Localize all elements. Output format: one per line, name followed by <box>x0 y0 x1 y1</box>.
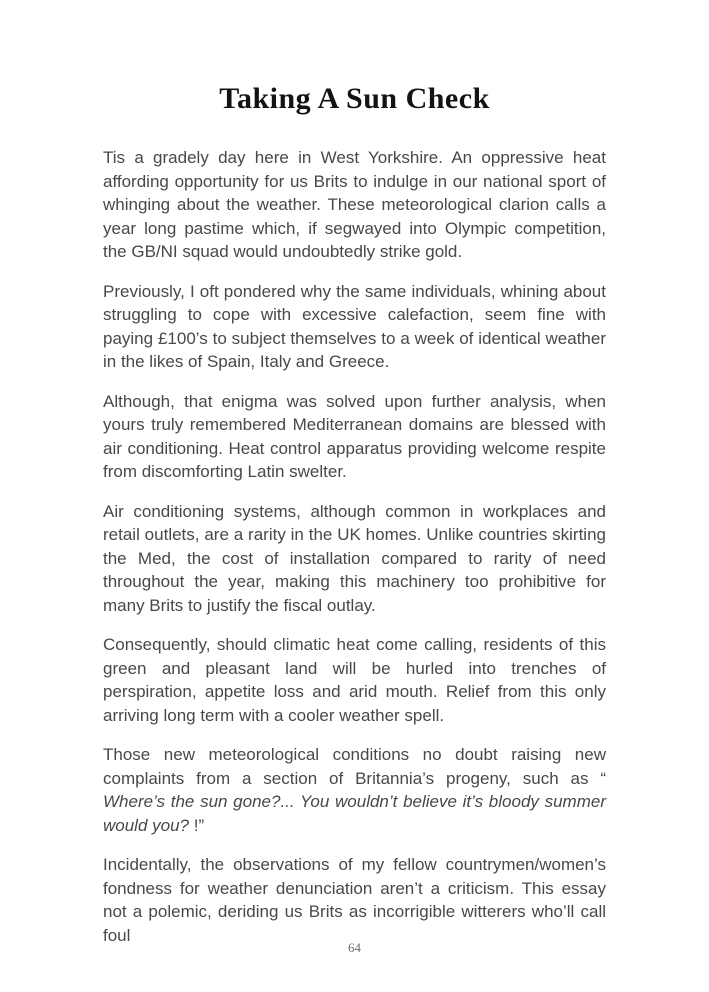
paragraph-run: Tis a gradely day here in West Yorkshire. An oppressive heat affording opportunity for us Brits to indulge in our national sport of whinging about the weather. These meteorological clarion calls a year long pastime which, if segwayed into Olympic competition, the GB/NI squad would undoubtedly strike gold. <box>103 148 606 261</box>
paragraph-run-italic: Where’s the sun gone?... You wouldn’t believe it’s bloody summer would you? <box>103 792 606 835</box>
paragraph <box>103 743 606 837</box>
paragraph-run: Incidentally, the observations of my fellow countrymen/women’s fondness for weather denunciation aren’t a criticism. This essay not a polemic, deriding us Brits as incorrigible witterers who’ll call foul <box>103 855 606 945</box>
paragraph-run: Although, that enigma was solved upon further analysis, when yours truly remembered Mediterranean domains are blessed with air conditioning. Heat control apparatus providing welcome respite from discomforting Latin swelter. <box>103 391 606 481</box>
paragraph-run: Air conditioning systems, although common in workplaces and retail outlets, are a rarity in the UK homes. Unlike countries skirting the Med, the cost of installation compared to rarity of need throughout the year, making this machinery too prohibitive for many Brits to justify the fiscal outlay. <box>103 501 606 615</box>
paragraph <box>103 390 606 484</box>
paragraph <box>103 146 606 264</box>
paragraph-run: Previously, I oft pondered why the same individuals, whining about struggling to cope with excessive calefaction, seem fine with paying £100’s to subject themselves to a week of identical weather in the likes of Spain, Italy and Greece. <box>103 281 606 371</box>
paragraph-run: Those new meteorological conditions no doubt raising new complaints from a section of Britannia’s progeny, such as “ <box>103 745 606 788</box>
paragraph <box>103 280 606 374</box>
body-text <box>103 146 606 947</box>
paragraph <box>103 500 606 618</box>
paragraph-run: Consequently, should climatic heat come calling, residents of this green and pleasant land will be hurled into trenches of perspiration, appetite loss and arid mouth. Relief from this only arriving long term with a cooler weather spell. <box>103 635 606 725</box>
page-title: Taking A Sun Check <box>219 82 490 115</box>
paragraph <box>103 633 606 727</box>
paragraph <box>103 853 606 947</box>
paragraph-run: !” <box>189 815 205 835</box>
page-number: 64 <box>348 940 361 955</box>
